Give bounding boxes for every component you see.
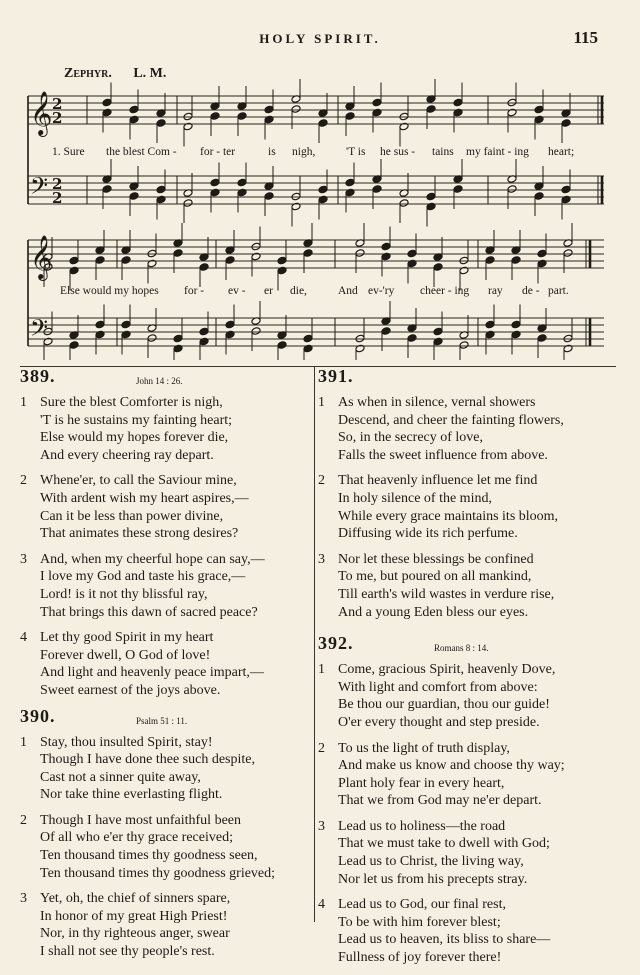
note-head	[433, 337, 443, 346]
note-head	[129, 115, 139, 124]
stanza-number: 3	[20, 891, 27, 907]
note-head	[303, 249, 313, 258]
lyric-syllable: he sus -	[380, 146, 416, 158]
verse-line: Falls the sweet influence from above.	[338, 447, 548, 463]
note-head	[291, 192, 301, 201]
lyric-syllable: er	[264, 285, 273, 297]
treble-clef-icon: 𝄞	[30, 235, 53, 279]
lyric-syllable: heart;	[548, 146, 575, 158]
verse-line: That we must take to dwell with God;	[338, 836, 550, 852]
bass-clef-icon: 𝄢	[30, 314, 49, 347]
verse-line: Nor, in thy righteous anger, swear	[40, 926, 230, 942]
stanza	[20, 394, 310, 464]
note-head	[318, 185, 328, 194]
lyric-syllable: ev-'ry	[368, 285, 395, 297]
note-head	[537, 334, 547, 343]
verse-line: Cast not a sinner quite away,	[40, 769, 201, 785]
note-head	[507, 185, 517, 194]
verse-line: Nor take thine everlasting flight.	[40, 787, 223, 803]
note-head	[102, 108, 112, 117]
note-head	[381, 327, 391, 336]
note-head	[199, 263, 209, 272]
note-head	[121, 320, 131, 329]
note-head	[561, 195, 571, 204]
note-head	[303, 344, 313, 353]
note-head	[121, 330, 131, 339]
note-head	[453, 185, 463, 194]
note-head	[318, 119, 328, 128]
verse-line: Can it be less than power divine,	[40, 508, 224, 524]
verse-line: And every cheering ray depart.	[40, 447, 214, 463]
verse-line: Stay, thou insulted Spirit, stay!	[40, 734, 213, 750]
lyric-syllable: die,	[290, 285, 307, 297]
verse-line: That brings this dawn of sacred peace?	[40, 604, 258, 620]
time-signature: 2	[52, 189, 63, 207]
note-head	[210, 112, 220, 121]
verse-line: Though I have most unfaithful been	[40, 812, 242, 828]
verse-line: 'T is he sustains my fainting heart;	[40, 412, 233, 428]
note-head	[537, 249, 547, 258]
note-head	[147, 334, 157, 343]
note-head	[426, 202, 436, 211]
stanza	[318, 818, 618, 888]
stanza	[318, 661, 618, 731]
note-head	[459, 266, 469, 275]
note-head	[129, 105, 139, 114]
note-head	[372, 108, 382, 117]
note-head	[318, 195, 328, 204]
note-head	[102, 98, 112, 107]
hymn-block	[20, 368, 310, 700]
lyric-syllable: 1. Sure	[52, 146, 85, 158]
verse-line: Ten thousand times thy goodness seen,	[40, 848, 258, 864]
stanza	[318, 551, 618, 621]
hymn-block	[20, 705, 310, 961]
note-head	[251, 327, 261, 336]
lyric-syllable: part.	[548, 285, 569, 297]
note-head	[264, 192, 274, 201]
note-head	[561, 119, 571, 128]
note-head	[121, 256, 131, 265]
note-head	[453, 98, 463, 107]
note-head	[511, 320, 521, 329]
note-head	[225, 256, 235, 265]
note-head	[407, 334, 417, 343]
lyric-syllable: 'T is	[346, 146, 366, 158]
verse-line: With light and comfort from above:	[338, 679, 538, 695]
note-head	[399, 122, 409, 131]
hymn-number: 392.	[318, 633, 354, 654]
note-head	[129, 192, 139, 201]
time-signature: 2	[52, 175, 63, 193]
column-divider	[314, 366, 315, 922]
note-head	[183, 199, 193, 208]
stanza	[20, 734, 310, 804]
stanza-number: 2	[318, 740, 325, 756]
verse-line: So, in the secrecy of love,	[338, 430, 484, 446]
stanza-number: 1	[20, 734, 27, 750]
note-head	[291, 202, 301, 211]
verse-line: In honor of my great High Priest!	[40, 908, 228, 924]
note-head	[511, 330, 521, 339]
hymn-heading	[318, 368, 618, 394]
lyric-syllable: ev -	[228, 285, 246, 297]
note-head	[210, 178, 220, 187]
page-number: 115	[573, 28, 598, 47]
note-head	[156, 185, 166, 194]
note-head	[345, 178, 355, 187]
stanza	[20, 472, 310, 542]
note-head	[563, 249, 573, 258]
stanza-number: 3	[318, 551, 325, 567]
scripture-reference: Romans 8 : 14.	[434, 643, 489, 654]
verse-line: Else would my hopes forever die,	[40, 430, 229, 446]
stanza-number: 2	[20, 473, 27, 489]
note-head	[225, 320, 235, 329]
verse-line: To be with him forever blest;	[338, 914, 501, 930]
note-head	[237, 112, 247, 121]
hymn-number: 389.	[20, 366, 56, 386]
hymn-number: 391.	[318, 366, 354, 386]
note-head	[199, 327, 209, 336]
verse-line: To me, but poured on all mankind,	[338, 569, 532, 585]
stanza	[318, 740, 618, 810]
left-column	[20, 368, 310, 969]
note-head	[426, 105, 436, 114]
verse-line: O'er every thought and step preside.	[338, 714, 540, 730]
lyric-syllable: my faint - ing	[466, 146, 529, 158]
verse-line: With ardent wish my heart aspires,—	[40, 490, 249, 506]
stanza	[20, 812, 310, 882]
note-head	[303, 334, 313, 343]
note-head	[355, 344, 365, 353]
note-head	[534, 105, 544, 114]
note-head	[95, 256, 105, 265]
stanza	[20, 551, 310, 621]
verse-line: And make us know and choose thy way;	[338, 758, 565, 774]
note-head	[537, 259, 547, 268]
hymn-block	[318, 635, 618, 967]
note-head	[156, 119, 166, 128]
verse-line: Whene'er, to call the Saviour mine,	[40, 473, 237, 489]
stanza-number: 2	[20, 812, 27, 828]
treble-clef-icon: 𝄞	[30, 91, 53, 135]
note-head	[459, 256, 469, 265]
verse-line: And a young Eden bless our eyes.	[338, 604, 529, 620]
note-head	[183, 122, 193, 131]
verse-line: Nor let these blessings be confined	[338, 551, 534, 567]
note-head	[147, 249, 157, 258]
stanza	[318, 896, 618, 966]
stanza-number: 1	[20, 395, 27, 410]
verse-line: Lead us to holiness—the road	[338, 818, 506, 834]
lyric-syllable: And	[338, 285, 358, 297]
note-head	[183, 112, 193, 121]
note-head	[355, 249, 365, 258]
note-head	[345, 112, 355, 121]
note-head	[156, 195, 166, 204]
music-score	[0, 0, 640, 360]
note-head	[399, 112, 409, 121]
verse-line: Lead us to Christ, the living way,	[338, 854, 524, 870]
note-head	[199, 337, 209, 346]
hymn-heading	[318, 635, 618, 661]
lyric-syllable: de -	[522, 285, 540, 297]
note-head	[345, 188, 355, 197]
verse-line: And light and heavenly peace impart,—	[40, 665, 264, 681]
lyric-syllable: for - ter	[200, 146, 236, 158]
note-head	[372, 98, 382, 107]
note-head	[69, 341, 79, 350]
stanza-number: 3	[318, 818, 325, 834]
note-head	[225, 330, 235, 339]
lyric-syllable: Else would my hopes	[60, 285, 159, 297]
note-head	[69, 256, 79, 265]
bass-clef-icon: 𝄢	[30, 172, 49, 205]
note-head	[453, 108, 463, 117]
stanza	[318, 472, 618, 542]
note-head	[95, 320, 105, 329]
note-head	[372, 185, 382, 194]
note-head	[237, 188, 247, 197]
note-head	[277, 266, 287, 275]
verse-line: Fullness of joy forever there!	[338, 950, 502, 966]
note-head	[173, 344, 183, 353]
verse-line: Forever dwell, O God of love!	[40, 647, 211, 663]
note-head	[381, 252, 391, 261]
hymn-number: 390.	[20, 705, 56, 726]
lyric-syllable: cheer - ing	[420, 285, 470, 297]
hymn-block	[318, 368, 618, 621]
stanza	[20, 890, 310, 960]
verse-line: Lead us to heaven, its bliss to share—	[338, 932, 551, 948]
note-head	[355, 334, 365, 343]
running-head: HOLY SPIRIT.	[259, 31, 381, 46]
stanza-number: 1	[318, 662, 325, 678]
stanza	[318, 394, 618, 464]
verse-line: Be thou our guardian, thou our guide!	[338, 697, 550, 713]
verse-line: And, when my cheerful hope can say,—	[40, 551, 265, 567]
lyric-syllable: the blest Com -	[106, 146, 177, 158]
verse-line: Descend, and cheer the fainting flowers,	[338, 412, 564, 428]
note-head	[563, 334, 573, 343]
note-head	[534, 115, 544, 124]
verse-line: Of all who e'er thy grace received;	[40, 830, 233, 846]
lyric-syllable: tains	[432, 146, 454, 158]
lyric-syllable: is	[268, 146, 276, 158]
note-head	[485, 320, 495, 329]
note-head	[95, 330, 105, 339]
verse-line: Sure the blest Comforter is nigh,	[40, 395, 223, 410]
verse-line: Let thy good Spirit in my heart	[40, 630, 214, 646]
verse-line: Till earth's wild wastes in verdure rise,	[338, 586, 555, 602]
note-head	[251, 252, 261, 261]
note-head	[277, 256, 287, 265]
right-column	[318, 368, 618, 975]
verse-line: While every grace maintains its bloom,	[338, 508, 559, 524]
stanza-number: 3	[20, 551, 27, 567]
scripture-reference: John 14 : 26.	[136, 376, 183, 386]
note-head	[485, 256, 495, 265]
note-head	[563, 344, 573, 353]
verse-line: Lord! is it not thy blissful ray,	[40, 586, 208, 602]
note-head	[264, 115, 274, 124]
tune-meter: L. M.	[133, 66, 167, 81]
note-head	[507, 98, 517, 107]
note-head	[399, 199, 409, 208]
verse-line: In holy silence of the mind,	[338, 490, 492, 506]
verse-line: Yet, oh, the chief of sinners spare,	[40, 891, 231, 907]
verse-line: I shall not see thy people's rest.	[40, 944, 215, 960]
note-head	[102, 185, 112, 194]
stanza	[20, 629, 310, 699]
note-head	[433, 263, 443, 272]
note-head	[69, 266, 79, 275]
note-head	[433, 327, 443, 336]
note-head	[511, 256, 521, 265]
verse-line: Come, gracious Spirit, heavenly Dove,	[338, 662, 556, 678]
note-head	[534, 192, 544, 201]
time-signature: 2	[52, 95, 63, 113]
note-head	[173, 334, 183, 343]
verse-line: I love my God and taste his grace,—	[40, 569, 246, 585]
note-head	[237, 178, 247, 187]
hymn-heading	[20, 705, 310, 734]
note-head	[173, 249, 183, 258]
hymn-heading	[20, 368, 310, 394]
verse-line: That heavenly influence let me find	[338, 473, 538, 489]
lyric-syllable: for -	[184, 285, 205, 297]
note-head	[264, 105, 274, 114]
note-head	[561, 185, 571, 194]
note-head	[407, 249, 417, 258]
note-head	[147, 259, 157, 268]
verse-line: Though I have done thee such despite,	[40, 752, 255, 768]
stanza-number: 1	[318, 395, 325, 410]
lyric-syllable: ray	[488, 285, 503, 297]
tune-name: Zephyr.	[64, 66, 112, 81]
verse-line: That animates these strong desires?	[40, 526, 239, 542]
stanza-number: 4	[318, 897, 325, 913]
note-head	[485, 330, 495, 339]
note-head	[426, 192, 436, 201]
note-head	[507, 108, 517, 117]
verse-line: That we from God may ne'er depart.	[338, 793, 542, 809]
scripture-reference: Psalm 51 : 11.	[136, 715, 188, 726]
verse-line: Sweet earnest of the joys above.	[40, 682, 221, 698]
note-head	[291, 105, 301, 114]
verse-line: Ten thousand times thy goodness grieved;	[40, 865, 276, 881]
note-head	[277, 341, 287, 350]
verse-line: Lead us to God, our final rest,	[338, 897, 506, 913]
verse-line: As when in silence, vernal showers	[338, 395, 536, 410]
note-head	[407, 259, 417, 268]
verse-line: Plant holy fear in every heart,	[338, 775, 505, 791]
verse-line: To us the light of truth display,	[338, 740, 510, 756]
lyric-syllable: nigh,	[292, 146, 316, 158]
note-head	[381, 242, 391, 251]
time-signature: 2	[52, 109, 63, 127]
note-head	[210, 188, 220, 197]
verse-line: Diffusing wide its rich perfume.	[338, 526, 518, 542]
note-head	[459, 341, 469, 350]
stanza-number: 2	[318, 473, 325, 489]
stanza-number: 4	[20, 630, 27, 646]
note-head	[251, 242, 261, 251]
verse-line: Nor let us from his precepts stray.	[338, 871, 528, 887]
